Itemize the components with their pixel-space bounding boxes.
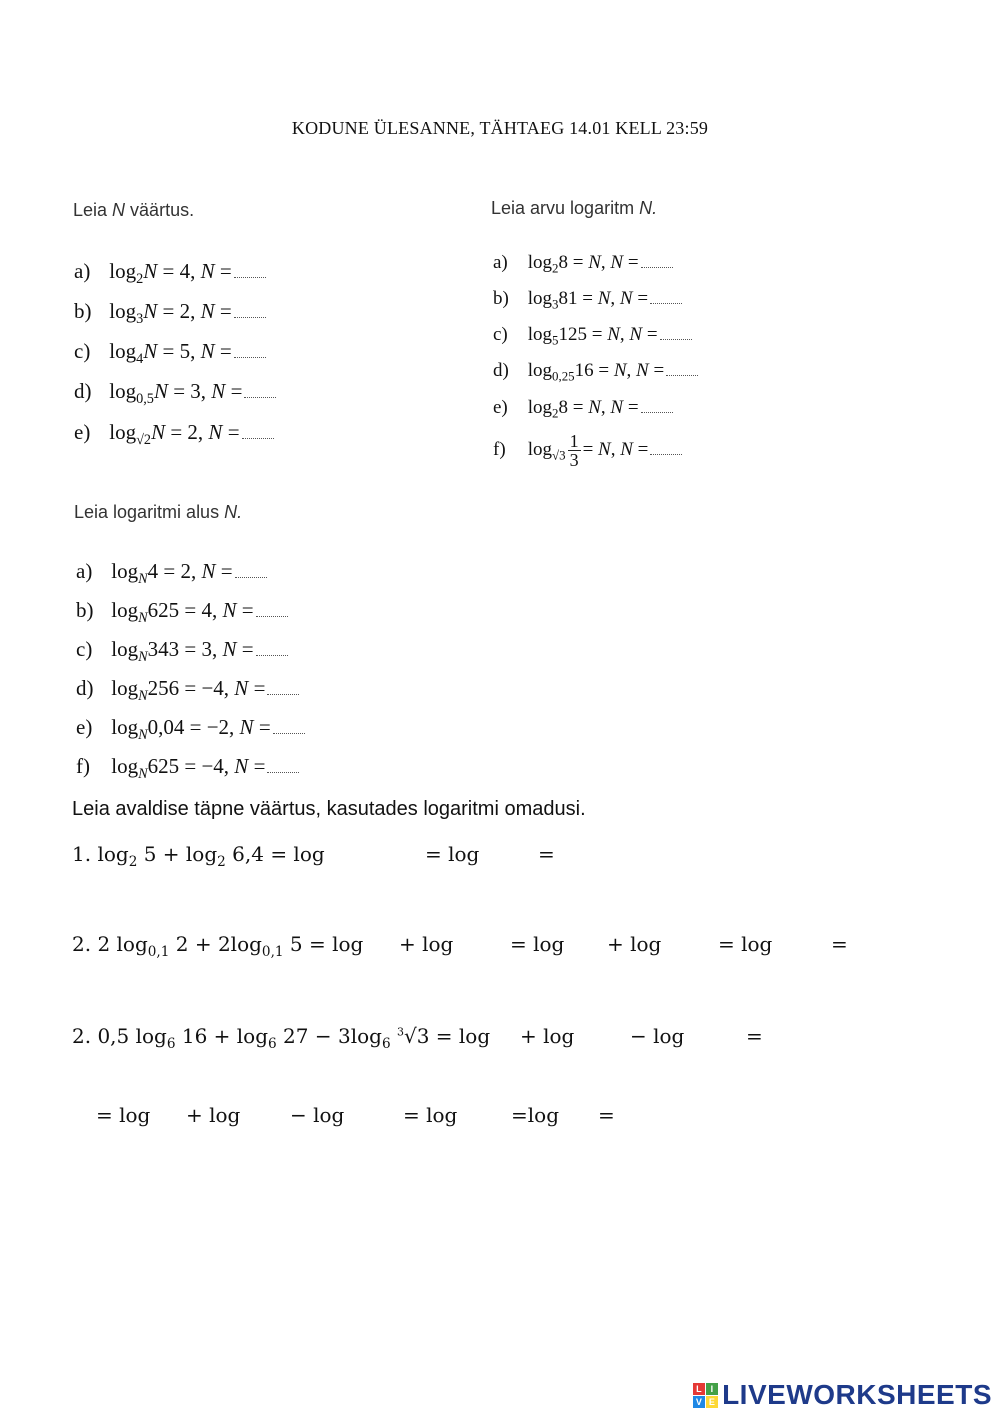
instruction-text: Leia avaldise täpne väärtus, kasutades logaritmi omadusi.	[72, 798, 586, 820]
s3-answer-4[interactable]	[267, 676, 299, 695]
s3-equation-3: c) $\log_N343 = 3$, N =	[76, 635, 288, 663]
s1-equation-5: e) $\log_{√2}N = 2$, N =	[74, 418, 274, 446]
calc2-step-6: =	[831, 932, 848, 956]
calc1-expression: 1. $\log_2 5 + \log_2 6,4 = \log$	[72, 842, 325, 870]
calc4-step-1: = log	[96, 1103, 151, 1127]
s3-answer-3[interactable]	[256, 637, 288, 656]
s2-answer-6[interactable]	[650, 436, 682, 455]
calc4-step-5: =log	[511, 1103, 559, 1127]
s3-equation-6: f) $\log_N625 = -4$, N =	[76, 752, 299, 780]
s3-equation-5: e) $\log_N0,04 = -2$, N =	[76, 713, 305, 741]
logo-text: LIVEWORKSHEETS	[722, 1379, 992, 1410]
section3-heading: Leia logaritmi alus N.	[74, 502, 243, 522]
s2-equation-2: b) $\log_381 = N$, N =	[493, 285, 682, 313]
calc2-step-4: + log	[607, 932, 662, 956]
s2-equation-6: f) $\log_{√3}$ $\frac{1}{3}$ = N, N =	[493, 432, 682, 469]
calc2-step-3: = log	[510, 932, 565, 956]
s3-answer-6[interactable]	[267, 754, 299, 773]
calc3-step-2: + log	[520, 1024, 575, 1048]
s2-answer-1[interactable]	[641, 249, 673, 268]
s2-answer-4[interactable]	[666, 357, 698, 376]
calc1-step-3: =	[538, 842, 555, 866]
s3-answer-2[interactable]	[256, 598, 288, 617]
calc4-step-2: + log	[186, 1103, 241, 1127]
section2-heading: Leia arvu logaritm N.	[491, 198, 658, 218]
s3-equation-4: d) $\log_N256 = -4$, N =	[76, 674, 299, 702]
s3-answer-1[interactable]	[235, 559, 267, 578]
calc2-expression: 2. 2 $\log_{0,1} 2 + 2\log_{0,1}$ 5 = log	[72, 932, 364, 960]
s2-equation-1: a) $\log_28 = N$, N =	[493, 249, 673, 277]
s2-answer-5[interactable]	[641, 394, 673, 413]
section1-heading: Leia N väärtus.	[73, 200, 195, 220]
calc4-step-4: = log	[403, 1103, 458, 1127]
s1-equation-2: b) $\log_3N = 2$, N =	[74, 297, 266, 325]
liveworksheets-logo	[693, 1378, 992, 1412]
s3-answer-5[interactable]	[273, 715, 305, 734]
s2-equation-3: c) $\log_5125 = N$, N =	[493, 321, 692, 349]
s2-equation-5: e) $\log_28 = N$, N =	[493, 394, 673, 422]
s1-equation-3: c) $\log_4N = 5$, N =	[74, 337, 266, 365]
s2-equation-4: d) $\log_{0,25}16 = N$, N =	[493, 357, 698, 385]
calc3-step-4: =	[746, 1024, 763, 1048]
s1-equation-4: d) $\log_{0,5}N = 3$, N =	[74, 377, 276, 405]
calc2-step-2: + log	[399, 932, 454, 956]
calc4-step-6: =	[598, 1103, 615, 1127]
calc2-step-5: = log	[718, 932, 773, 956]
s2-answer-2[interactable]	[650, 285, 682, 304]
calc4-step-3: − log	[290, 1103, 345, 1127]
s1-answer-4[interactable]	[244, 379, 276, 398]
s2-answer-3[interactable]	[660, 321, 692, 340]
calc1-step-2: = log	[425, 842, 480, 866]
s3-equation-1: a) $\log_N4 = 2$, N =	[76, 557, 267, 585]
page-title: KODUNE ÜLESANNE, TÄHTAEG 14.01 KELL 23:59	[291, 118, 709, 138]
s1-answer-2[interactable]	[234, 299, 266, 318]
s2-fraction: $\frac{1}{3}$	[569, 431, 579, 470]
cube-root: √3	[403, 1024, 430, 1048]
s1-answer-3[interactable]	[234, 339, 266, 358]
logo-mark-icon: L I V E	[693, 1383, 718, 1408]
s1-answer-5[interactable]	[242, 420, 274, 439]
s1-answer-1[interactable]	[234, 259, 266, 278]
calc3-step-3: − log	[630, 1024, 685, 1048]
s3-equation-2: b) $\log_N625 = 4$, N =	[76, 596, 288, 624]
s1-equation-1: a) $\log_2N = 4$, N =	[74, 257, 266, 285]
calc3-expression: 2. 0,5 $\log_6 16 + \log_6 27 - 3\log_6$ $^3$√3 = log	[72, 1024, 491, 1052]
